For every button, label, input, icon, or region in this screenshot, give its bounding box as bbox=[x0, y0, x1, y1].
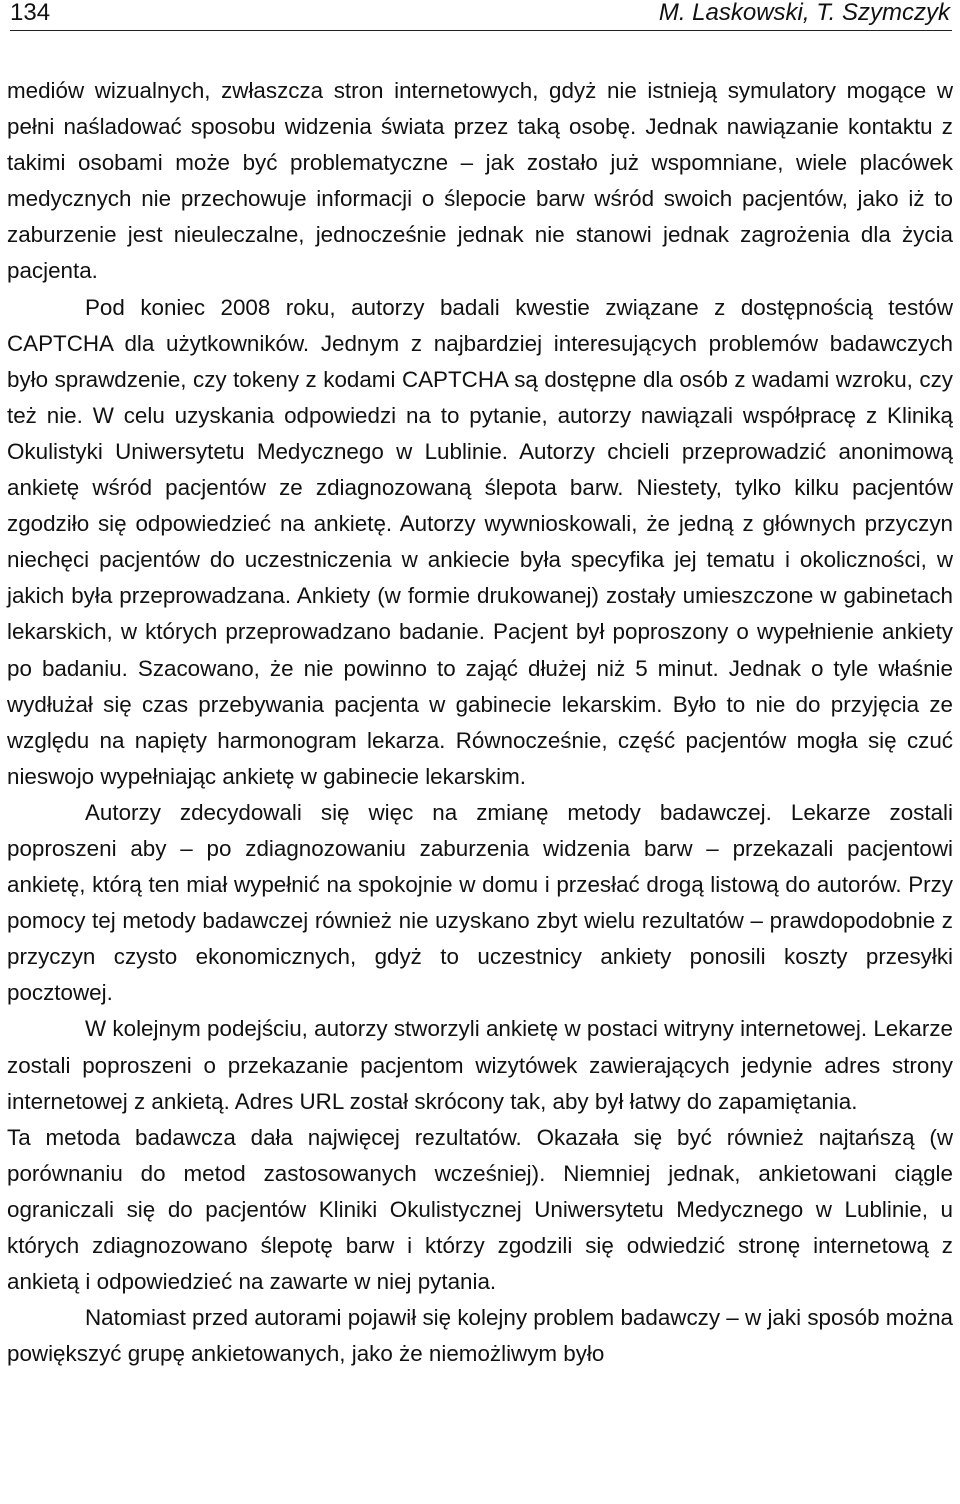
paragraph-2: Pod koniec 2008 roku, autorzy badali kwestie związane z dostępnością testów CAPTCHA dla użytkowników. Jednym z najbardziej interesujących problemów badawczych było sprawdzenie, czy tokeny z kodami CAPTCHA są dostępne dla osób z wadami wzroku, czy też nie. W celu uzyskania odpowiedzi na to pytanie, autorzy nawiązali współpracę z Kliniką Okulistyki Uniwersytetu Medycznego w Lublinie. Autorzy chcieli przeprowadzić anonimową ankietę wśród pacjentów ze zdiagnozowaną ślepota barw. Niestety, tylko kilku pacjentów zgodziło się odpowiedzieć na ankietę. Autorzy wywnioskowali, że jedną z głównych przyczyn niechęci pacjentów do uczestniczenia w ankiecie była specyfika jej tematu i okoliczności, w jakich była przeprowadzana. Ankiety (w formie drukowanej) zostały umieszczone w gabinetach lekarskich, w których przeprowadzano badanie. Pacjent był poproszony o wypełnienie ankiety po badaniu. Szacowano, że nie powinno to zająć dłużej niż 5 minut. Jednak o tyle właśnie wydłużał się czas przebywania pacjenta w gabinecie lekarskim. Było to nie do przyjęcia ze względu na napięty harmonogram lekarza. Równocześnie, część pacjentów mogła się czuć nieswojo wypełniając ankietę w gabinecie lekarskim. bbox=[7, 294, 953, 789]
paragraph-6: Natomiast przed autorami pojawił się kolejny problem badawczy – w jaki sposób można powiększyć grupę ankietowanych, jako że niemożliwym było bbox=[7, 1305, 953, 1367]
page-header bbox=[10, 0, 952, 31]
paragraph-5: Ta metoda badawcza dała najwięcej rezultatów. Okazała się być również najtańszą (w porównaniu do metod zastosowanych wcześniej). Niemniej jednak, ankietowani ciągle ograniczali się do pacjentów Kliniki Okulistycznej Uniwersytetu Medycznego w Lublinie, u których zdiagnozowano ślepotę barw i którzy zgodzili się odwiedzić stronę internetową z ankietą i odpowiedzieć na zawarte w niej pytania. bbox=[7, 1124, 953, 1295]
paragraph-4: W kolejnym podejściu, autorzy stworzyli ankietę w postaci witryny internetowej. Lekarze zostali poproszeni o przekazanie pacjentom wizytówek zawierających jedynie adres strony internetowej z ankietą. Adres URL został skrócony tak, aby był łatwy do zapamiętania. bbox=[7, 1016, 953, 1114]
page-number: 134 bbox=[10, 0, 51, 26]
paragraph-3: Autorzy zdecydowali się więc na zmianę metody badawczej. Lekarze zostali poproszeni aby – po zdiagnozowaniu zaburzenia widzenia barw – przekazali pacjentowi ankietę, którą ten miał wypełnić na spokojnie w domu i przesłać drogą listową do autorów. Przy pomocy tej metody badawczej również nie uzyskano zbyt wielu rezultatów – prawdopodobnie z przyczyn czysto ekonomicznych, gdyż to uczestnicy ankiety ponosili koszty przesyłki pocztowej. bbox=[7, 799, 953, 1006]
paragraph-1: mediów wizualnych, zwłaszcza stron internetowych, gdyż nie istnieją symulatory mogące w pełni naśladować sposobu widzenia świata przez taką osobę. Jednak nawiązanie kontaktu z takimi osobami może być problematyczne – jak zostało już wspomniane, wiele placówek medycznych nie przechowuje informacji o ślepocie barw wśród swoich pacjentów, jako iż to zaburzenie jest nieuleczalne, jednocześnie jednak nie stanowi jednak zagrożenia dla życia pacjenta. bbox=[7, 78, 953, 284]
running-head-authors: M. Laskowski, T. Szymczyk bbox=[658, 0, 950, 26]
body-text bbox=[7, 73, 953, 1372]
